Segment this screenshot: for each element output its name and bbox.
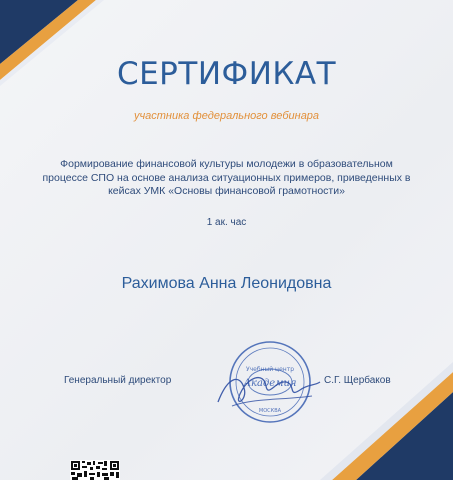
recipient-name: Рахимова Анна Леонидовна (121, 275, 332, 292)
academic-hours: 1 ак. час (206, 217, 247, 228)
stamp-center-text: Академия (243, 378, 297, 389)
seal-stamp-with-signature (214, 336, 326, 430)
signatory-name: С.Г. Щербаков (324, 375, 391, 386)
certificate-title: СЕРТИФИКАТ (116, 56, 337, 92)
stamp-top-text: Учебный центр (245, 366, 295, 373)
certificate-subtitle: участника федерального вебинара (133, 110, 320, 122)
qr-code[interactable] (70, 460, 120, 480)
webinar-topic: Формирование финансовой культуры молодежи в образовательном процессе СПО на основе анализа ситуационных примеров, приведенных в кейсах УМК «Основы финансовой грамотности» (42, 158, 411, 197)
stamp-bottom-text: МОСКВА (258, 408, 282, 414)
signatory-position: Генеральный директор (64, 375, 172, 386)
